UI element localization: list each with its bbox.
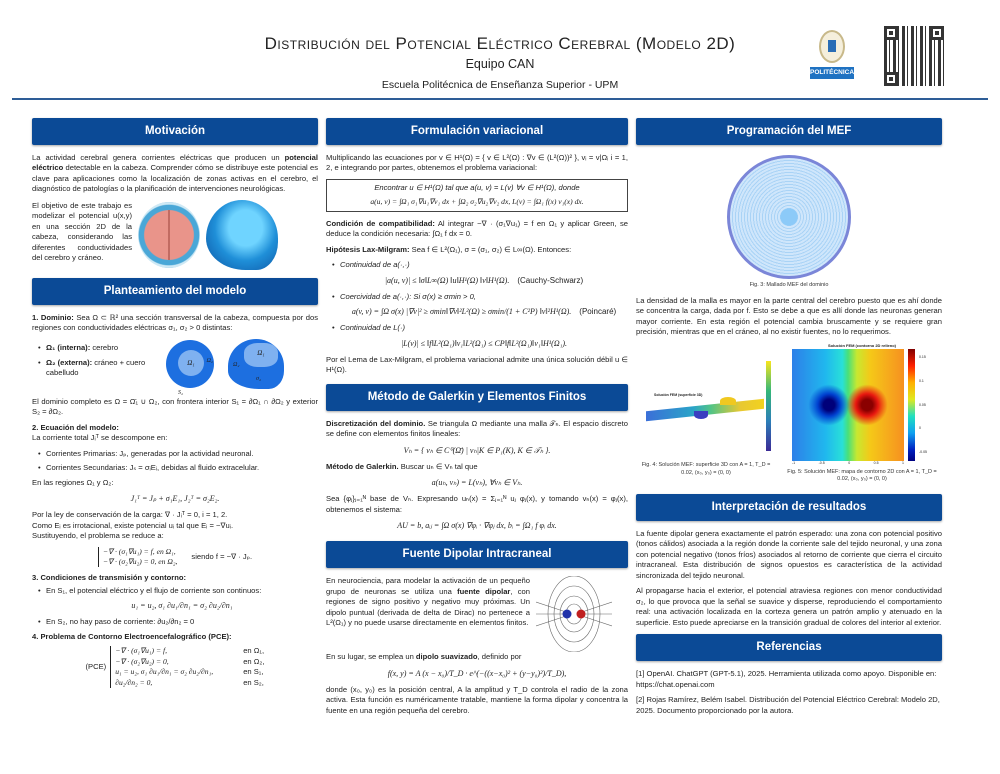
condiciones-heading: 3. Condiciones de transmisión y contorno: <box>32 573 187 583</box>
programacion-paragraph: La densidad de la malla es mayor en la parte central del cerebro puesto que es ahí donde se concentra la carga, dada por f. Esto se debe a que es allí donde las neuronas generan mayor corriente. En esta región el potencial cambia bruscamente y se requiere gran precisión, mientras que en el cráneo, al no existir fuentes, no lo requerimos. <box>636 295 942 336</box>
vh-equation: Vₕ = { vₕ ∈ C⁰(Ω̄) | vₕ|K ∈ P₁(K), K ∈ 𝒯ₕ }. <box>403 445 551 455</box>
ecuacion-intro: La corriente total Jᵢᵀ se descompone en: <box>32 433 168 443</box>
condicion-s2: • En S₂, no hay paso de corriente: ∂u₂/∂n₂ = 0 <box>38 617 318 627</box>
region-outer: • Ω₂ (externa): cráneo + cuero cabelludo <box>38 358 146 379</box>
section-heading-dipolar: Fuente Dipolar Intracraneal <box>326 541 628 568</box>
interpretacion-paragraph-2: Al propagarse hacia el exterior, el potencial atraviesa regiones con menor conductividad σ₂, lo que provoca que la señal se suavice y disperse, reproduciendo el comportamiento real: una activación localizada en la corteza genera un patrón amplio y atenuado en la superficie. Esto puede apreciarse en la transición gradual de colores del interior al exterior. <box>636 586 942 627</box>
galerkin-equation: a(uₕ, vₕ) = L(vₕ), ∀vₕ ∈ Vₕ. <box>431 478 523 488</box>
sustituyendo-text: Sustituyendo, el problema se reduce a: <box>32 531 164 541</box>
reference-1: [1] OpenAI. ChatGPT (GPT-5.1), 2025. Herramienta utilizada como apoyo. Disponible en: https://chat.openai.com <box>636 669 937 689</box>
continuidad-l: • Continuidad de L(·) |L(v)| ≤ ‖f‖L²(Ω₁)‖v₁‖L²(Ω₁) ≤ CP‖f‖L²(Ω₁)‖v₁‖H¹(Ω₁). <box>332 323 628 349</box>
section-heading-interpretacion: Interpretación de resultados <box>636 494 942 521</box>
fig4-caption: Fig. 4: Solución MEF: superficie 3D con A = 1, T_D = 0.02, (x₀, y₀) = (0, 0) <box>641 462 771 477</box>
upm-logo <box>810 30 854 82</box>
fem-surface-3d-plot: Solución FEM (superficie 3D) <box>636 353 776 459</box>
discretizacion-paragraph: Discretización del dominio. Se triangula Ω mediante una malla 𝒯ₕ. El espacio discreto se define con elementos finitos lineales: <box>326 418 628 439</box>
current-equation: J₁ᵀ = Jₚ + σ₁E₁, J₂ᵀ = σ₂E₂. <box>130 494 220 504</box>
column-center <box>326 118 628 721</box>
lax-milgram-paragraph: Hipótesis Lax-Milgram: Sea f ∈ L²(Ω₁), σ = (σ₁, σ₂) ∈ L∞(Ω). Entonces: <box>326 244 572 254</box>
fig4-container <box>636 343 776 490</box>
section-heading-programacion: Programación del MEF <box>636 118 942 145</box>
section-heading-motivacion: Motivación <box>32 118 318 145</box>
fig5-caption: Fig. 5: Solución MEF: mapa de contorno 2D con A = 1, T_D = 0.02, (x₀, y₀) = (0, 0) <box>787 468 937 483</box>
galerkin-paragraph: Método de Galerkin. Buscar uₕ ∈ Vₕ tal que <box>326 461 478 471</box>
lax-milgram-list <box>332 260 628 349</box>
fig5-container <box>782 343 942 490</box>
team-name: Equipo CAN <box>465 57 535 71</box>
fig5-xticks: -1 -0.5 0 0.5 1 <box>792 460 904 465</box>
section-heading-galerkin: Método de Galerkin y Elementos Finitos <box>326 384 628 411</box>
fig5-colorbar <box>908 349 915 461</box>
pce-heading: 4. Problema de Contorno Electroencefalográfico (PCE): <box>32 631 232 641</box>
fig5-colorbar-ticks: 0.15 0.1 0.05 0 -0.05 <box>919 354 927 455</box>
domain-circle-diagram: Ω₁ Ω₂ S₂ <box>166 340 214 388</box>
fem-contour-2d-plot <box>792 349 904 461</box>
section-heading-planteamiento: Planteamiento del modelo <box>32 278 318 305</box>
section-heading-variacional: Formulación variacional <box>326 118 628 145</box>
fem-mesh-figure <box>727 155 851 279</box>
poster-title: Distribución del Potencial Eléctrico Cerebral (Modelo 2D) <box>264 34 736 53</box>
corrientes-list <box>38 449 318 474</box>
lax-milgram-conclusion: Por el Lema de Lax-Milgram, el problema variacional admite una única solución débil u ∈ H¹(Ω). <box>326 354 628 375</box>
linear-system-equation: AU = b, aᵢⱼ = ∫Ω σ(x) ∇φᵢ · ∇φⱼ dx, bᵢ = ∫Ω₁ f φᵢ dx. <box>397 521 557 531</box>
motivacion-objective: El objetivo de este trabajo es modelizar el potencial u(x,y) en una sección 2D de la cabeza, considerando las diferentes conductividades del cerebro y cráneo. <box>32 200 132 263</box>
dominio-completo: El dominio completo es Ω = Ω̄₁ ∪ Ω₂, con frontera interior S₁ = ∂Ω₁ ∩ ∂Ω₂ y exterior S₂ = ∂Ω₂. <box>32 396 318 417</box>
irrotacional-text: Como Eᵢ es irrotacional, existe potencial uᵢ tal que Eᵢ = −∇uᵢ. <box>32 520 234 530</box>
compatibilidad-paragraph: Condición de compatibilidad: Al integrar −∇ · (σ₁∇u₁) = f en Ω₁ y aplicar Green, se deduce la condición necesaria: ∫Ω₁ f dx = 0. <box>326 218 628 239</box>
section-heading-referencias: Referencias <box>636 634 942 661</box>
continuidad-a: • Continuidad de a(·,·) |a(u, v)| ≤ ‖σ‖L∞(Ω) ‖u‖H¹(Ω) ‖v‖H¹(Ω). (Cauchy-Schwarz) <box>332 260 628 286</box>
school-name: Escuela Politécnica de Enseñanza Superior - UPM <box>381 79 619 91</box>
dominio-paragraph: 1. Dominio: Sea Ω ⊂ ℝ² una sección transversal de la cabeza, compuesta por dos regiones con conductividades eléctricas σ₁, σ₂ > 0 distintas: <box>32 312 318 333</box>
dipole-field-illustration <box>536 576 612 652</box>
upm-seal-icon <box>819 30 845 63</box>
motivacion-paragraph: La actividad cerebral genera corrientes eléctricas que producen un potencial eléctrico detectable en la cabeza. Comprender cómo se distribuye este potencial es clave para aplicaciones como la localización de zonas activas en el cerebro, el diagnóstico de patologías o la planificación de intervenciones neurológicas. <box>32 153 318 194</box>
brain-illustration <box>138 202 200 268</box>
condicion-s1: • En S₁, el potencial eléctrico y el flujo de corriente son continuos: u₁ = u₂, σ₁ ∂u₁/∂n₁ = σ₂ ∂u₂/∂n₁ <box>38 586 318 612</box>
coercividad-a: • Coercividad de a(·,·): Si σ(x) ≥ σmin > 0, a(v, v) = ∫Ω σ(x) |∇v|² ≥ σmin‖∇v‖²L²(Ω) ≥ σmin/(1 + C²P) ‖v‖²H¹(Ω). (Poincaré) <box>332 292 628 318</box>
variacional-intro: Multiplicando las ecuaciones por v ∈ H¹(Ω) = { v ∈ L²(Ω) : ∇v ∈ (L²(Ω))² }, vᵢ = v|Ωᵢ i = 1, 2, e integrando por partes, obtenemos el problema variacional: <box>326 153 628 173</box>
column-right <box>636 118 942 721</box>
pce-system: (PCE) −∇ · (σ₁∇u₁) = f, en Ω₁, −∇ · (σ₂∇u₂) = 0, en Ω₂, u₁ = u₂, σ₁ ∂u₁/∂n₁ = σ₂ ∂u₂/∂n₁, en S₁, ∂u₂/∂n₂ = 0, en S₂, <box>85 646 265 687</box>
dipolar-paragraph: En neurociencia, para modelar la activación de un pequeño grupo de neuronas se utiliza una fuente dipolar, con regiones de signo positivo y negativo muy próximas. Un dipolo puntual (derivada de delta de Dirac) no pertenece a L²(Ω₁) y no puede usarse directamente en elementos finitos. <box>326 576 530 628</box>
corriente-primaria: • Corrientes Primarias: Jₚ, generadas por la actividad neuronal. <box>38 449 318 459</box>
variational-problem-box: Encontrar u ∈ H¹(Ω) tal que a(u, v) = L(v) ∀v ∈ H¹(Ω), donde a(u, v) = ∫Ω₁ σ₁∇u₁∇v₁ dx + ∫Ω₂ σ₂∇u₂∇v₂ dx, L(v) = ∫Ω₁ f(x) v₁(x) dx. <box>326 179 628 212</box>
regions-list <box>38 343 146 382</box>
condiciones-list <box>38 586 318 628</box>
corriente-secundaria: • Corrientes Secundarias: Jₛ = σᵢEᵢ, debidas al fluido extracelular. <box>38 463 318 473</box>
head-illustration <box>206 200 278 270</box>
ecuacion-heading: 2. Ecuación del modelo: <box>32 422 119 432</box>
qr-code <box>884 26 944 86</box>
fig3-caption: Fig. 3: Mallado MEF del dominio <box>749 282 829 288</box>
poster-header <box>0 0 1000 100</box>
conservacion-text: Por la ley de conservación de la carga: ∇ · Jᵢᵀ = 0, i = 1, 2. <box>32 510 228 520</box>
domain-head-diagram: Ω₁ Ω₂ σ₂ <box>228 339 284 389</box>
region-inner: • Ω₁ (interna): cerebro <box>38 343 146 353</box>
dipole-formula: f(x, y) = A (x − x₀)/T_D · e^(−((x−x₀)² + (y−y₀)²)/T_D), <box>387 668 567 678</box>
reduced-system: −∇ · (σ₁∇u₁) = f, en Ω₁, −∇ · (σ₂∇u₂) = 0, en Ω₂, siendo f = −∇ · Jₚ. <box>32 547 318 568</box>
reference-2: [2] Rojas Ramírez, Belém Isabel. Distribución del Potencial Eléctrico Cerebral: Modelo 2D, 2025. Documento proporcionado por la autora. <box>636 695 940 715</box>
fig5-title: Solución FEM (contorno 2D relleno) <box>828 343 896 349</box>
base-paragraph: Sea {φⱼ}ⱼ₌₁ᴺ base de Vₕ. Expresando uₕ(x) = Σⱼ₌₁ᴺ uⱼ φⱼ(x), y tomando vₕ(x) = φⱼ(x), obtenemos el sistema: <box>326 494 628 514</box>
dipolo-suavizado-paragraph: En su lugar, se emplea un dipolo suavizado, definido por <box>326 652 522 662</box>
dipolar-explanation: donde (x₀, y₀) es la posición central, A la amplitud y T_D controla el radio de la zona activa. Esta función es numéricamente tratable, mantiene la forma dipolar y concentra la fuente en una región pequeña del cerebro. <box>326 684 628 715</box>
interpretacion-paragraph-1: La fuente dipolar genera exactamente el patrón esperado: una zona con potencial positivo (tonos cálidos) asociada a la región donde la corriente sale del tejido neuronal, y una zona con potencial negativo (tonos fríos) asociados al retorno de corriente que cierra el circuito intracraneal. Esta distribución de signos opuestos es característica de la actividad sincronizada del tejido neuronal. <box>636 528 942 580</box>
column-left <box>32 118 318 688</box>
header-divider <box>12 98 988 100</box>
logo-text: POLITÉCNICA <box>810 67 854 79</box>
regiones-text: En las regiones Ω₁ y Ω₂: <box>32 477 114 487</box>
